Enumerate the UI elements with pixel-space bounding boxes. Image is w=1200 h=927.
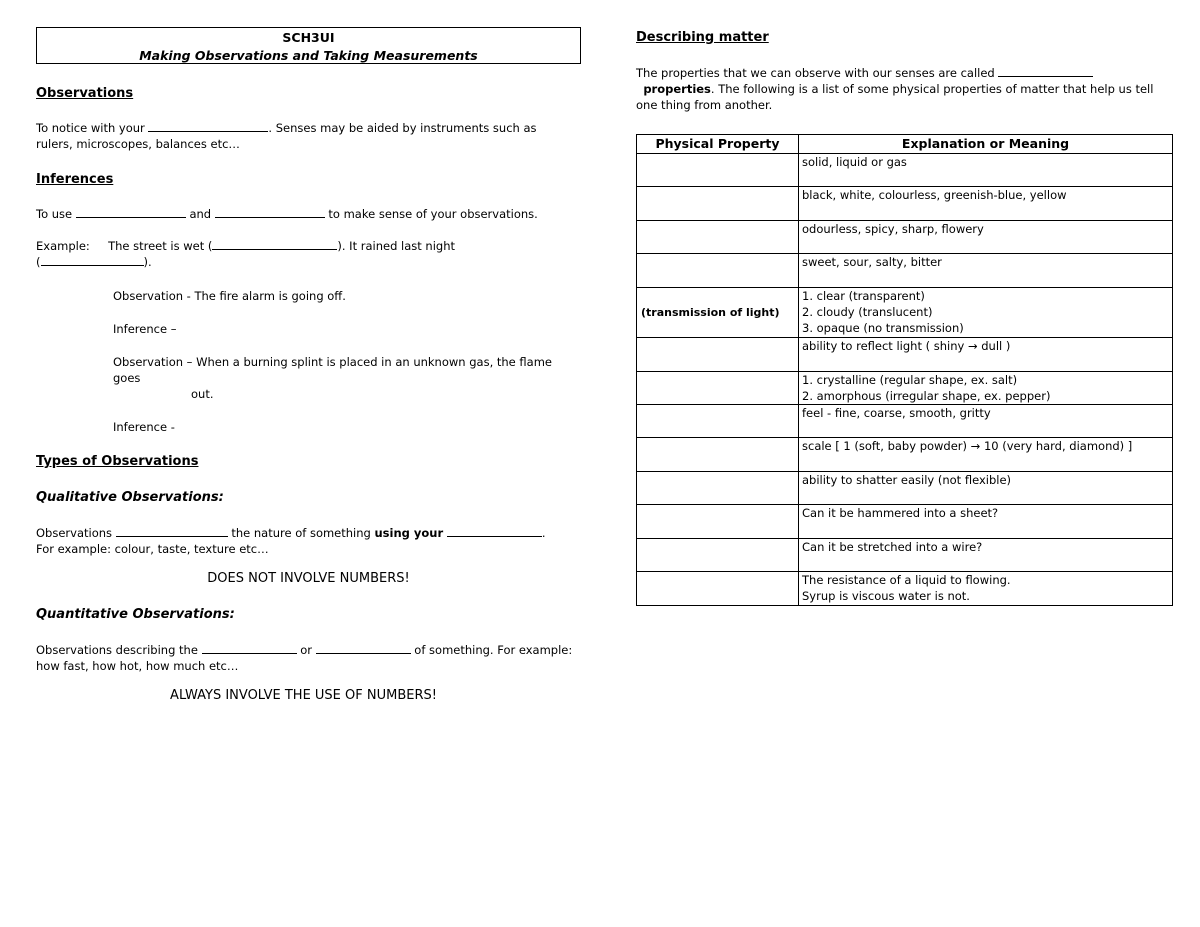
explanation-line: The resistance of a liquid to flowing.	[802, 573, 1011, 587]
explanation-cell	[799, 438, 1173, 472]
blank-example-2	[41, 254, 144, 266]
observations-text-after: . Senses may be aided by instruments such as rulers, microscopes, balances etc…	[36, 121, 537, 151]
blank-inference-1	[76, 206, 186, 218]
blank-inference-2	[215, 206, 325, 218]
explanation-line: 1. clear (transparent)	[802, 289, 925, 303]
explanation-line: 2. amorphous (irregular shape, ex. pepper)	[802, 389, 1051, 403]
property-cell: (transmission of light)	[637, 288, 799, 338]
property-cell	[637, 405, 799, 438]
blank-qual-2	[447, 525, 542, 537]
table-body	[637, 154, 1173, 606]
col-header-explanation: Explanation or Meaning	[799, 135, 1173, 154]
explanation-line: scale [ 1 (soft, baby powder) → 10 (very hard, diamond) ]	[802, 439, 1133, 453]
explanation-cell	[799, 154, 1173, 187]
course-code: SCH3UI	[282, 30, 335, 45]
observation-2-line-1: Observation – When a burning splint is placed in an unknown gas, the flame goes	[113, 355, 552, 385]
qualitative-note: DOES NOT INVOLVE NUMBERS!	[207, 571, 410, 586]
table-row	[637, 472, 1173, 505]
describing-intro-suffix: . The following is a list of some physical properties of matter that help us tell one thing from another.	[636, 82, 1154, 112]
explanation-line: 3. opaque (no transmission)	[802, 321, 964, 335]
inferences-heading: Inferences	[36, 172, 114, 187]
explanation-cell	[799, 187, 1173, 221]
blank-observations	[148, 120, 268, 132]
property-cell	[637, 372, 799, 405]
quant-or: or	[300, 643, 312, 657]
right-column	[636, 30, 1173, 603]
explanation-cell	[799, 572, 1173, 606]
table-row	[637, 221, 1173, 254]
table-row	[637, 338, 1173, 372]
quantitative-heading: Quantitative Observations:	[36, 607, 235, 622]
property-cell	[637, 254, 799, 288]
describing-matter-heading: Describing matter	[636, 30, 769, 45]
explanation-line: ability to shatter easily (not flexible)	[802, 473, 1012, 487]
quant-suffix: of something. For example: how fast, how hot, how much etc…	[36, 643, 573, 673]
qual-prefix: Observations	[36, 526, 113, 540]
explanation-cell	[799, 539, 1173, 572]
explanation-cell	[799, 221, 1173, 254]
table-header-row	[637, 135, 1173, 154]
observations-heading: Observations	[36, 86, 134, 101]
explanation-cell	[799, 472, 1173, 505]
inference-1: Inference –	[113, 322, 177, 336]
inference-use-prefix: To use	[36, 207, 73, 221]
observation-1: Observation - The fire alarm is going off.	[113, 289, 346, 303]
observations-definition	[36, 120, 566, 152]
table-row	[637, 154, 1173, 187]
explanation-line: black, white, colourless, greenish-blue, yellow	[802, 188, 1067, 202]
example-close: ).	[143, 255, 152, 269]
qualitative-definition	[36, 525, 561, 557]
explanation-cell	[799, 338, 1173, 372]
blank-quant-2	[316, 642, 411, 654]
property-cell	[637, 539, 799, 572]
property-cell	[637, 438, 799, 472]
explanation-line: feel - fine, coarse, smooth, gritty	[802, 406, 991, 420]
table-row	[637, 405, 1173, 438]
example-label: Example:	[36, 239, 90, 253]
example-text: The street is wet (	[108, 239, 213, 253]
explanation-cell	[799, 254, 1173, 288]
quantitative-note: ALWAYS INVOLVE THE USE OF NUMBERS!	[170, 688, 437, 703]
property-cell	[637, 505, 799, 539]
explanation-line: sweet, sour, salty, bitter	[802, 255, 942, 269]
col-header-property: Physical Property	[637, 135, 799, 154]
properties-table	[636, 134, 1173, 606]
qual-bold: using your	[374, 526, 444, 540]
qualitative-heading: Qualitative Observations:	[36, 490, 224, 505]
property-cell	[637, 572, 799, 606]
property-cell	[637, 472, 799, 505]
property-cell	[637, 187, 799, 221]
blank-properties	[998, 65, 1093, 77]
example-mid: ). It rained last night	[337, 239, 455, 253]
qual-mid: the nature of something	[231, 526, 371, 540]
explanation-cell	[799, 405, 1173, 438]
observation-2	[113, 354, 581, 402]
types-heading: Types of Observations	[36, 454, 199, 469]
explanation-line: ability to reflect light ( shiny → dull )	[802, 339, 1011, 353]
explanation-cell	[799, 372, 1173, 405]
blank-qual-1	[116, 525, 228, 537]
inference-example: Example: The street is wet ( ). It rained last night ( ).	[36, 239, 455, 269]
table-row	[637, 539, 1173, 572]
explanation-line: 1. crystalline (regular shape, ex. salt)	[802, 373, 1018, 387]
table-row	[637, 572, 1173, 606]
inference-2: Inference -	[113, 420, 175, 434]
explanation-line: Can it be stretched into a wire?	[802, 540, 983, 554]
blank-example-1	[212, 238, 337, 250]
worksheet-title: Making Observations and Taking Measurements	[139, 48, 478, 63]
left-column	[36, 27, 581, 704]
qual-suffix: . For example: colour, taste, texture etc…	[36, 526, 546, 556]
inference-and: and	[189, 207, 212, 221]
property-cell	[637, 221, 799, 254]
explanation-line: Can it be hammered into a sheet?	[802, 506, 999, 520]
inferences-definition	[36, 206, 581, 222]
table-row	[637, 505, 1173, 539]
quant-prefix: Observations describing the	[36, 643, 198, 657]
observation-2-line-2: out.	[191, 387, 214, 401]
explanation-cell	[799, 288, 1173, 338]
explanation-line: Syrup is viscous water is not.	[802, 589, 970, 603]
quantitative-definition	[36, 642, 576, 674]
explanation-line: odourless, spicy, sharp, flowery	[802, 222, 984, 236]
table-row	[637, 372, 1173, 405]
describing-intro	[636, 65, 1156, 113]
explanation-cell	[799, 505, 1173, 539]
observations-text-before: To notice with your	[36, 121, 145, 135]
describing-intro-prefix: The properties that we can observe with our senses are called	[636, 66, 995, 80]
explanation-line: 2. cloudy (translucent)	[802, 305, 933, 319]
blank-quant-1	[202, 642, 297, 654]
table-row	[637, 254, 1173, 288]
property-cell	[637, 338, 799, 372]
table-row	[637, 438, 1173, 472]
property-cell	[637, 154, 799, 187]
title-box	[36, 27, 581, 64]
inference-use-suffix: to make sense of your observations.	[328, 207, 538, 221]
table-row	[637, 187, 1173, 221]
table-row	[637, 288, 1173, 338]
explanation-line: solid, liquid or gas	[802, 155, 907, 169]
describing-intro-bold: properties	[643, 82, 711, 96]
